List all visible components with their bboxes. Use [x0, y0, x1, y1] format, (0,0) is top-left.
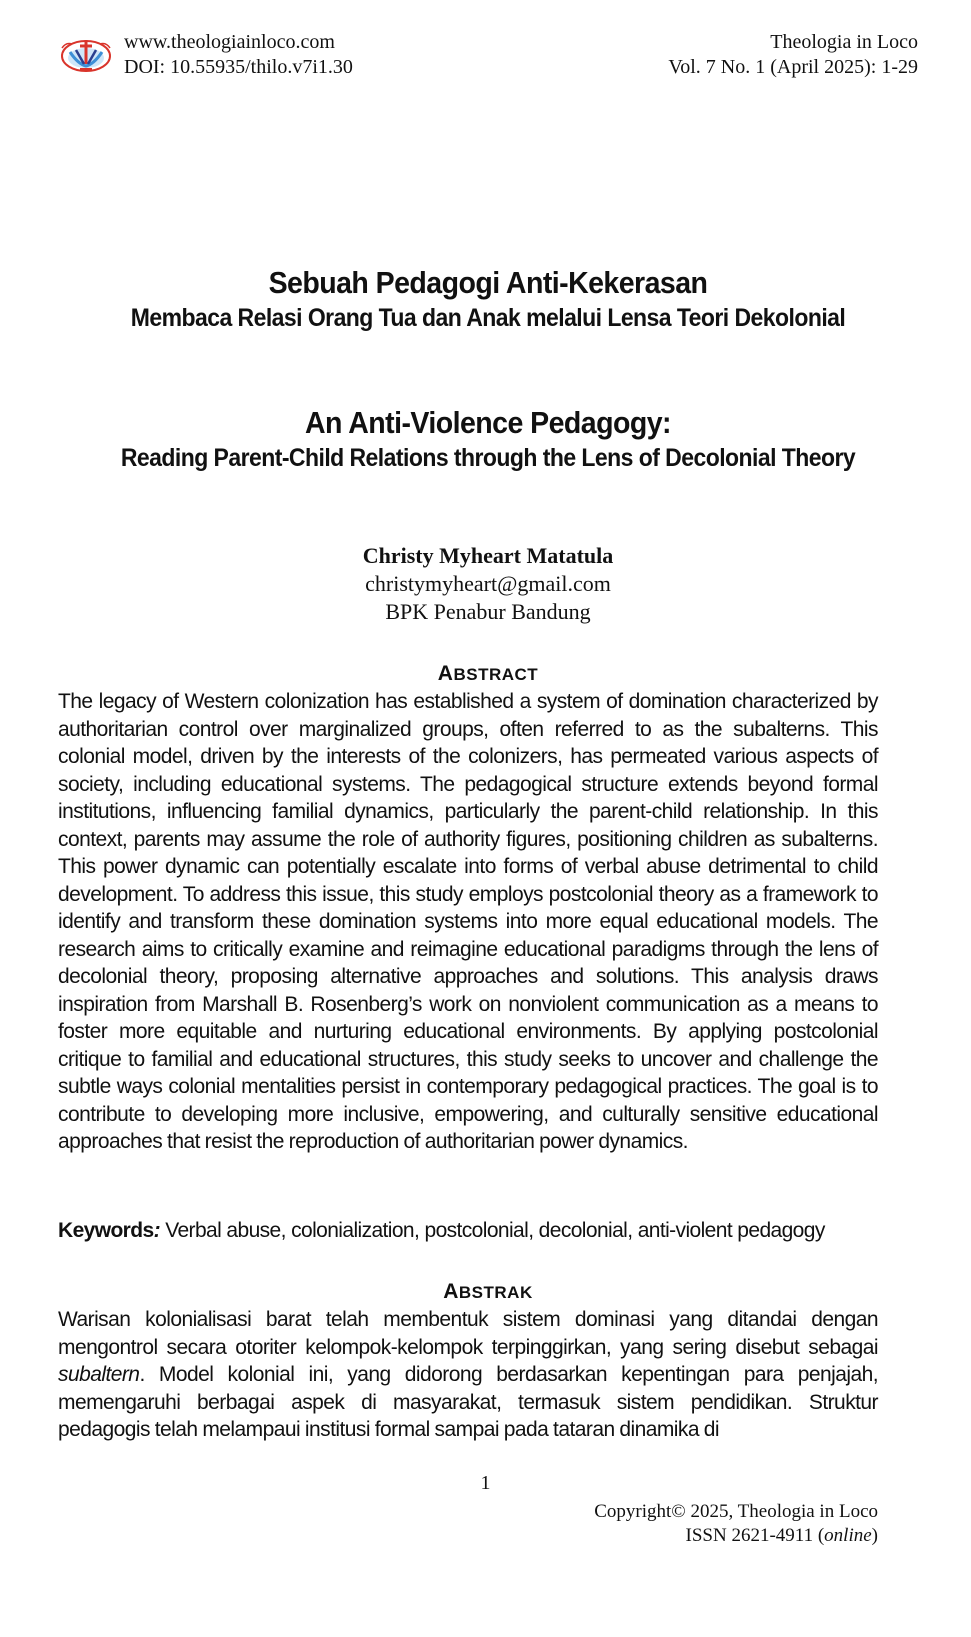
- indonesian-main-title: Sebuah Pedagogi Anti-Kekerasan: [268, 265, 708, 300]
- abstract-heading: [58, 662, 918, 686]
- header-right: [668, 30, 918, 80]
- page-header: [58, 30, 918, 90]
- english-subtitle: Reading Parent-Child Relations through the Lens of Decolonial Theory: [120, 444, 856, 472]
- author-block: [58, 542, 918, 626]
- author-email[interactable]: christymyheart@gmail.com: [365, 571, 611, 596]
- abstrak-text-part-2: . Model kolonial ini, yang didorong berdasarkan kepentingan para penjajah, memengaruhi berbagai aspek di masyarakat, termasuk sistem pendidikan. Struktur pedagogis telah melampaui institusi formal sampai pada tataran dinamika di: [58, 1363, 878, 1441]
- page-number: 1: [480, 1472, 491, 1494]
- author-name: Christy Myheart Matatula: [362, 543, 614, 568]
- abstract-heading-rest: BSTRACT: [453, 665, 539, 684]
- english-main-title: An Anti-Violence Pedagogy:: [305, 405, 671, 440]
- page-footer: [594, 1500, 878, 1548]
- abstract-text: The legacy of Western colonization has established a system of domination characterized by authoritarian control over marginalized groups, often referred to as the subalterns. This colonial model, driven by the interests of the colonizers, has permeated various aspects of society, including educational systems. The pedagogical structure extends beyond formal institutions, influencing familial dynamics, particularly the parent-child relationship. In this context, parents may assume the role of authority figures, positioning children as subalterns. This power dynamic can potentially escalate into forms of verbal abuse detrimental to child development. To address this issue, this study employs postcolonial theory as a framework to identify and transform these domination systems into more equal educational models. The research aims to critically examine and reimagine educational paradigms through the lens of decolonial theory, proposing alternative approaches and solutions. This analysis draws inspiration from Marshall B. Rosenberg’s work on nonviolent communication as a means to foster more equitable and nurturing educational environments. By applying postcolonial critique to familial and educational structures, this study seeks to uncover and challenge the subtle ways colonial mentalities persist in contemporary pedagogical practices. The goal is to contribute to developing more inclusive, empowering, and culturally sensitive educational approaches that resist the reproduction of authoritarian power dynamics.: [58, 690, 878, 1153]
- issn-suffix: ): [871, 1525, 878, 1546]
- abstrak-text: [58, 1306, 878, 1444]
- journal-name: Theologia in Loco: [770, 31, 918, 53]
- abstrak-italic-term: subaltern: [58, 1363, 140, 1386]
- abstrak-heading-rest: BSTRAK: [458, 1283, 533, 1302]
- keywords-colon: :: [153, 1219, 160, 1242]
- issn: [594, 1524, 878, 1548]
- header-left: [124, 30, 353, 80]
- copyright-notice: Copyright© 2025, Theologia in Loco: [594, 1501, 878, 1522]
- abstrak-heading: [58, 1280, 918, 1304]
- english-title-block: [58, 405, 918, 475]
- keywords: [58, 1217, 918, 1245]
- indonesian-title-block: [58, 265, 918, 335]
- abstract-heading-initial: A: [437, 662, 454, 685]
- keywords-label: Keywords: [58, 1219, 154, 1242]
- abstrak-text-part-1: Warisan kolonialisasi barat telah membentuk sistem dominasi yang ditandai dengan mengontrol secara otoriter kelompok-kelompok terpinggirkan, yang sering disebut sebagai: [58, 1308, 878, 1359]
- indonesian-subtitle: Membaca Relasi Orang Tua dan Anak melalui Lensa Teori Dekolonial: [130, 304, 846, 332]
- journal-logo-icon: [58, 34, 114, 74]
- journal-website[interactable]: www.theologiainloco.com: [124, 31, 335, 53]
- abstrak-heading-initial: A: [443, 1280, 459, 1303]
- author-affiliation: BPK Penabur Bandung: [385, 599, 591, 624]
- issn-prefix: ISSN 2621-4911 (: [685, 1525, 825, 1546]
- journal-issue: Vol. 7 No. 1 (April 2025): 1-29: [668, 56, 918, 78]
- article-doi[interactable]: DOI: 10.55935/thilo.v7i1.30: [124, 56, 353, 78]
- issn-online: online: [824, 1525, 872, 1546]
- keywords-values: Verbal abuse, colonialization, postcolonial, decolonial, anti-violent pedagogy: [165, 1219, 825, 1242]
